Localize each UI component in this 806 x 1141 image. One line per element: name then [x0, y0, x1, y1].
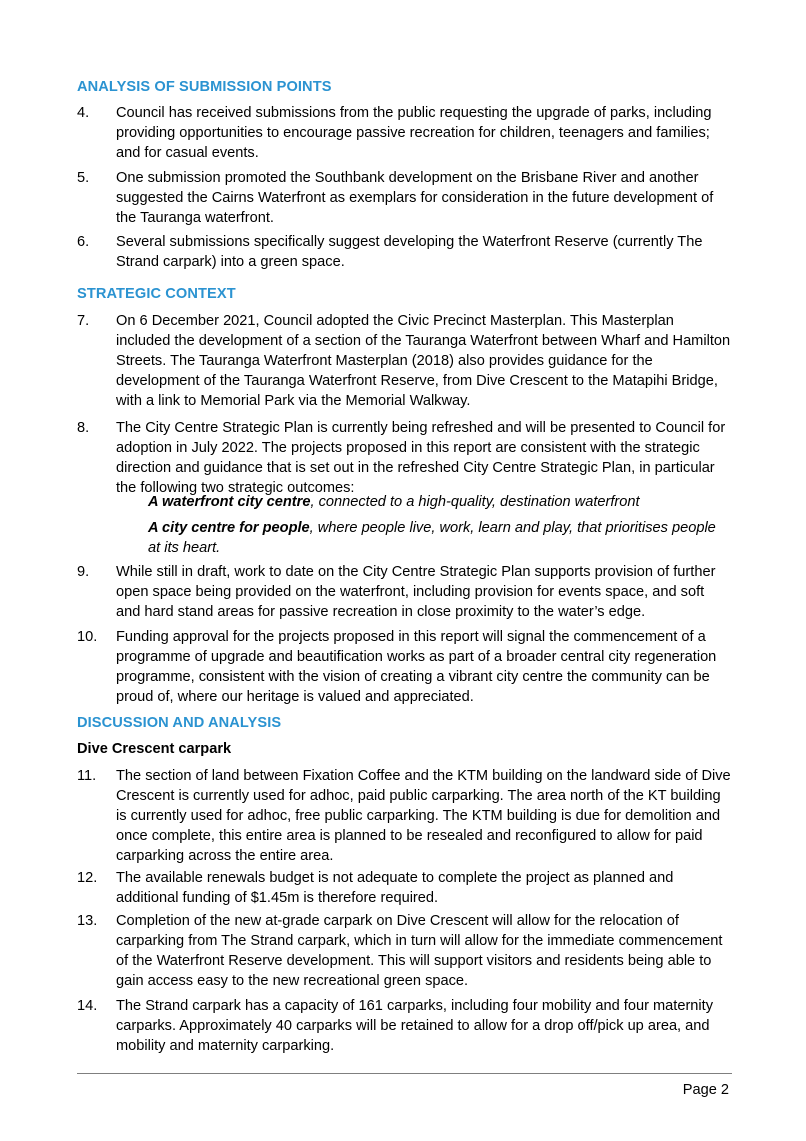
paragraph-text: Several submissions specifically suggest developing the Waterfront Reserve (currently The Strand carpark) into a green space. [116, 234, 703, 270]
paragraph-text: One submission promoted the Southbank development on the Brisbane River and another suggested the Cairns Waterfront as exemplars for consideration in the future development of the Tauranga waterfront. [116, 170, 714, 226]
strategic-outcome-1 [148, 492, 732, 512]
section-heading-analysis: ANALYSIS OF SUBMISSION POINTS [77, 79, 332, 95]
paragraph-number: 11. [77, 768, 97, 784]
paragraph-6 [77, 232, 732, 272]
paragraph-number: 4. [77, 105, 90, 121]
paragraph-12 [77, 868, 732, 908]
section-heading-discussion: DISCUSSION AND ANALYSIS [77, 715, 282, 731]
paragraph-text: Completion of the new at-grade carpark on Dive Crescent will allow for the relocation of carparking from The Strand carpark, which in turn will allow for the immediate commencement of the Waterfront Reserve development. This will support visitors and residents being able to gain access easy to the new recreational green space. [116, 913, 723, 989]
outcome-text: , where people live, work, learn and play, that prioritises people at its heart. [148, 520, 716, 556]
outcome-text: , connected to a high-quality, destination waterfront [310, 494, 640, 510]
paragraph-10 [77, 627, 732, 707]
paragraph-number: 5. [77, 170, 90, 186]
paragraph-11 [77, 766, 732, 866]
paragraph-number: 9. [77, 564, 90, 580]
strategic-outcome-2 [148, 518, 732, 558]
paragraph-number: 10. [77, 629, 98, 645]
paragraph-number: 14. [77, 998, 98, 1014]
paragraph-text: Council has received submissions from the public requesting the upgrade of parks, including providing opportunities to encourage passive recreation for children, teenagers and families; and for casual events. [116, 105, 712, 161]
paragraph-text: The Strand carpark has a capacity of 161 carparks, including four mobility and four maternity carparks. Approximately 40 carparks will be retained to allow for a drop off/pick up area, and mobility and maternity carparking. [116, 998, 714, 1054]
paragraph-9 [77, 562, 732, 622]
paragraph-number: 12. [77, 870, 98, 886]
paragraph-text: Funding approval for the projects proposed in this report will signal the commencement of a programme of upgrade and beautification works as part of a broader central city regeneration programme, consistent with the vision of creating a vibrant city centre the community can be proud of, where our heritage is valued and appreciated. [116, 629, 717, 705]
outcome-title: A city centre for people [148, 520, 310, 536]
paragraph-7 [77, 311, 732, 411]
page-number: Page 2 [682, 1082, 729, 1098]
paragraph-4 [77, 103, 732, 163]
paragraph-number: 13. [77, 913, 98, 929]
paragraph-number: 7. [77, 313, 90, 329]
section-heading-strategic: STRATEGIC CONTEXT [77, 286, 236, 302]
paragraph-number: 6. [77, 234, 90, 250]
paragraph-8 [77, 418, 732, 498]
paragraph-text: On 6 December 2021, Council adopted the Civic Precinct Masterplan. This Masterplan included the development of a section of the Tauranga Waterfront between Wharf and Hamilton Streets. The Tauranga Waterfront Masterplan (2018) also provides guidance for the development of the Tauranga Waterfront Reserve, from Dive Crescent to the Matapihi Bridge, with a link to Memorial Park via the Memorial Walkway. [116, 313, 731, 409]
paragraph-number: 8. [77, 420, 90, 436]
paragraph-5 [77, 168, 732, 228]
paragraph-text: The available renewals budget is not adequate to complete the project as planned and additional funding of $1.45m is therefore required. [116, 870, 674, 906]
subheading-dive-crescent: Dive Crescent carpark [77, 741, 232, 757]
paragraph-14 [77, 996, 732, 1056]
paragraph-13 [77, 911, 732, 991]
paragraph-text: The section of land between Fixation Coffee and the KTM building on the landward side of Dive Crescent is currently used for adhoc, paid public carparking. The area north of the KT building is currently used for adhoc, free public carparking. The KTM building is due for demolition and once complete, this entire area is planned to be resealed and reconfigured to allow for paid carparking across the entire area. [116, 768, 731, 864]
footer-divider [77, 1073, 732, 1074]
paragraph-text: While still in draft, work to date on the City Centre Strategic Plan supports provision of further open space being provided on the waterfront, including provision for events space, and soft and hard stand areas for passive recreation in close proximity to the water’s edge. [116, 564, 716, 620]
paragraph-text: The City Centre Strategic Plan is currently being refreshed and will be presented to Council for adoption in July 2022. The projects proposed in this report are consistent with the strategic direction and guidance that is set out in the refreshed City Centre Strategic Plan, in particular the following two strategic outcomes: [116, 420, 726, 496]
outcome-title: A waterfront city centre [148, 494, 311, 510]
